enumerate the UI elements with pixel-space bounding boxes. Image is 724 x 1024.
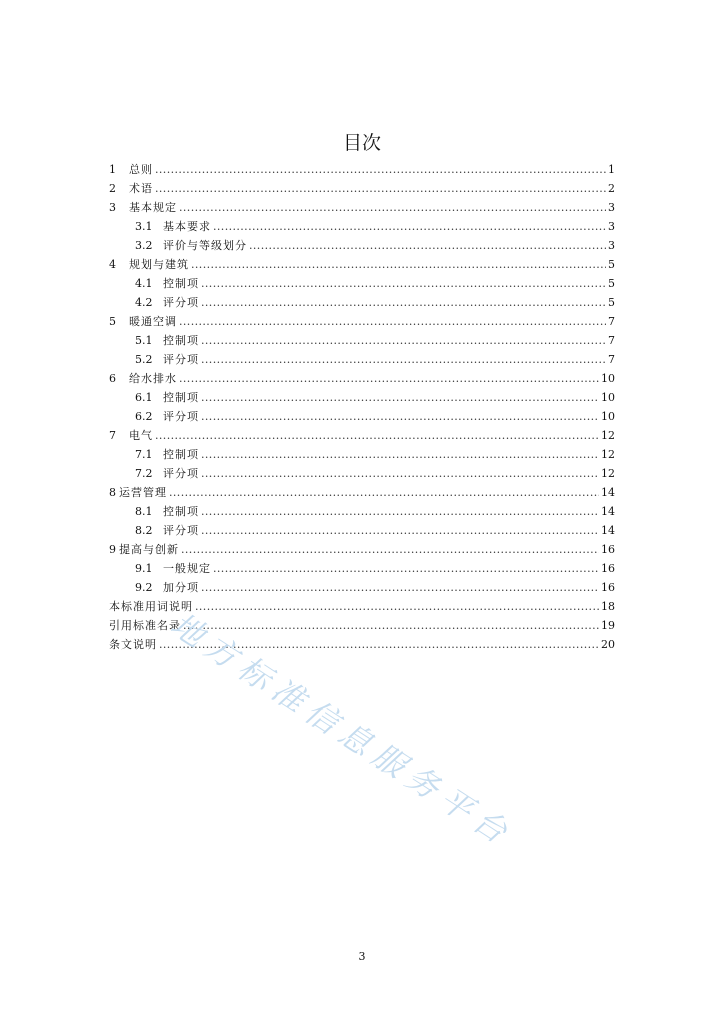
toc-entry-label: 提高与创新 [119,543,179,556]
toc-entry-number: 5.1 [135,334,153,347]
toc-entry-label: 给水排水 [129,372,177,385]
toc-entry-page: 20 [601,638,615,651]
toc-entry-number: 4.2 [135,296,153,309]
toc-entry[interactable] [109,179,615,198]
toc-leader-dots [195,597,599,616]
toc-entry-label: 本标准用词说明 [109,600,193,613]
toc-entry-page: 14 [601,505,615,518]
toc-entry-label: 引用标准名录 [109,619,181,632]
toc-entry[interactable] [109,312,615,331]
toc-leader-dots [201,445,599,464]
toc-entry-number: 3.2 [135,239,153,252]
toc-leader-dots [201,578,599,597]
toc-entry-number: 9 [109,543,116,556]
toc-entry-page: 7 [608,353,615,366]
toc-entry[interactable] [109,217,615,236]
toc-entry-label: 评分项 [163,524,199,537]
toc-entry-page: 16 [601,581,615,594]
toc-leader-dots [201,521,599,540]
toc-entry-label: 评分项 [163,353,199,366]
toc-entry-page: 10 [601,391,615,404]
toc-entry-number: 5 [109,315,116,328]
toc-entry-label: 控制项 [163,334,199,347]
toc-entry[interactable] [109,388,615,407]
toc-leader-dots [179,369,599,388]
toc-entry-label: 电气 [129,429,153,442]
toc-leader-dots [201,274,606,293]
toc-entry-page: 5 [608,296,615,309]
toc-entry-number: 6 [109,372,116,385]
toc-leader-dots [201,331,606,350]
watermark: 地方标准信息服务平台 [164,605,521,855]
toc-entry-number: 8.2 [135,524,153,537]
toc-entry-page: 18 [601,600,615,613]
toc-entry-page: 3 [608,201,615,214]
toc-entry-label: 一般规定 [163,562,211,575]
toc-entry-page: 12 [601,467,615,480]
toc-entry[interactable] [109,198,615,217]
toc-leader-dots [201,502,599,521]
toc-entry-page: 10 [601,410,615,423]
toc-entry-page: 16 [601,543,615,556]
toc-entry-page: 12 [601,448,615,461]
toc-entry-number: 6.2 [135,410,153,423]
toc-entry-page: 3 [608,220,615,233]
toc-entry-label: 基本规定 [129,201,177,214]
toc-entry-page: 5 [608,258,615,271]
toc-entry[interactable] [109,521,615,540]
toc-entry-label: 评价与等级划分 [163,239,247,252]
toc-entry-page: 16 [601,562,615,575]
toc-entry-number: 6.1 [135,391,153,404]
toc-entry-number: 8 [109,486,116,499]
toc-entry[interactable] [109,293,615,312]
toc-leader-dots [213,217,606,236]
toc-entry-page: 14 [601,524,615,537]
toc-entry-number: 4 [109,258,116,271]
toc-entry[interactable] [109,578,615,597]
toc-entry-label: 评分项 [163,296,199,309]
toc-entry-number: 5.2 [135,353,153,366]
toc-entry[interactable] [109,274,615,293]
toc-entry-label: 加分项 [163,581,199,594]
toc-leader-dots [213,559,599,578]
toc-entry-label: 控制项 [163,505,199,518]
toc-entry-label: 基本要求 [163,220,211,233]
toc-entry-label: 控制项 [163,277,199,290]
toc-entry-page: 2 [608,182,615,195]
toc-entry-number: 9.1 [135,562,153,575]
toc-entry-number: 8.1 [135,505,153,518]
toc-leader-dots [155,179,606,198]
page-number: 3 [358,950,366,963]
toc-entry[interactable] [109,369,615,388]
toc-entry-number: 3.1 [135,220,153,233]
toc-entry-page: 7 [608,315,615,328]
toc-entry[interactable] [109,331,615,350]
toc-entry-label: 运营管理 [119,486,167,499]
toc-entry[interactable] [109,502,615,521]
page-title: 目次 [342,132,381,154]
toc-leader-dots [155,426,599,445]
toc-entry-page: 19 [601,619,615,632]
toc-leader-dots [201,407,599,426]
toc-entry[interactable] [109,426,615,445]
toc-entry-page: 7 [608,334,615,347]
toc-entry[interactable] [109,445,615,464]
toc-entry-label: 规划与建筑 [129,258,189,271]
toc-entry-number: 9.2 [135,581,153,594]
toc-entry-label: 总则 [129,163,153,176]
toc-entry-number: 2 [109,182,116,195]
toc-entry-page: 10 [601,372,615,385]
toc-entry-page: 1 [608,163,615,176]
toc-leader-dots [183,616,599,635]
toc-entry-label: 暖通空调 [129,315,177,328]
toc-leader-dots [191,255,606,274]
toc-entry-page: 12 [601,429,615,442]
toc-entry-page: 3 [608,239,615,252]
toc-entry-number: 4.1 [135,277,153,290]
toc-entry[interactable] [109,255,615,274]
toc-entry-number: 7.1 [135,448,153,461]
toc-leader-dots [249,236,606,255]
toc-entry-label: 控制项 [163,448,199,461]
toc-entry-label: 评分项 [163,410,199,423]
toc-entry-number: 7 [109,429,116,442]
toc-entry-label: 条文说明 [109,638,157,651]
toc-entry[interactable] [109,350,615,369]
toc-leader-dots [179,312,606,331]
toc-entry-label: 评分项 [163,467,199,480]
toc-entry[interactable] [109,464,615,483]
toc-entry[interactable] [109,540,615,559]
toc-entry-page: 14 [601,486,615,499]
toc-leader-dots [201,350,606,369]
toc-leader-dots [201,388,599,407]
toc-entry[interactable] [109,407,615,426]
toc-entry[interactable] [109,559,615,578]
toc-leader-dots [169,483,599,502]
toc-entry-number: 7.2 [135,467,153,480]
toc-entry-label: 控制项 [163,391,199,404]
toc-leader-dots [155,160,606,179]
toc-entry-number: 3 [109,201,116,214]
toc-leader-dots [181,540,599,559]
table-of-contents [109,160,615,654]
toc-leader-dots [201,293,606,312]
toc-entry-page: 5 [608,277,615,290]
toc-entry[interactable] [109,160,615,179]
toc-entry-number: 1 [109,163,116,176]
toc-leader-dots [179,198,606,217]
toc-entry[interactable] [109,483,615,502]
toc-leader-dots [201,464,599,483]
toc-entry-label: 术语 [129,182,153,195]
toc-entry[interactable] [109,236,615,255]
